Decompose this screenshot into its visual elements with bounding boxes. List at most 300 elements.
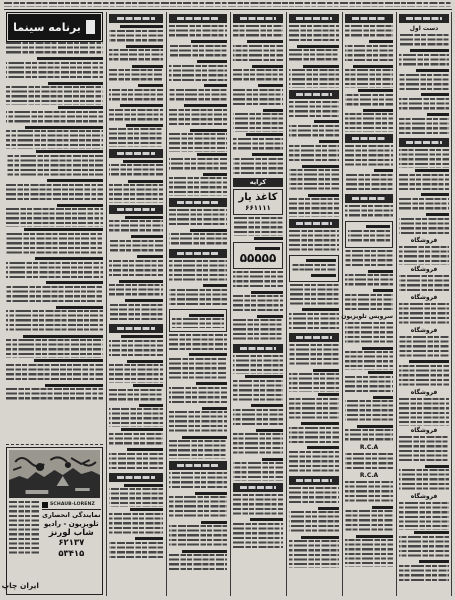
section-heading bbox=[289, 14, 339, 23]
classified-text-block bbox=[169, 158, 227, 172]
classified-text-block bbox=[233, 295, 283, 313]
display-ad-box bbox=[233, 189, 283, 215]
classified-text-block bbox=[233, 523, 283, 551]
classified-text-block bbox=[289, 540, 339, 568]
ad-title bbox=[202, 407, 227, 410]
ad-title bbox=[190, 229, 227, 232]
ad-title: فروشگاه bbox=[410, 237, 438, 245]
ad-title bbox=[197, 60, 227, 63]
classified-text-block bbox=[399, 174, 449, 192]
ad-phone-2: ۵۳۴۱۵ bbox=[58, 548, 85, 559]
ad-title bbox=[124, 484, 163, 487]
ad-title bbox=[204, 84, 227, 87]
classified-text-block bbox=[345, 294, 393, 312]
ad-title: R.C.A bbox=[359, 443, 379, 451]
ad-title bbox=[427, 113, 450, 116]
section-heading-text bbox=[177, 252, 219, 255]
classified-text-block bbox=[233, 494, 283, 517]
ad-title bbox=[357, 425, 393, 428]
classified-text-block bbox=[169, 554, 227, 572]
ad-title bbox=[25, 126, 103, 129]
classified-text-block bbox=[109, 49, 163, 63]
ad-line-brand-persian: شاب لورنز bbox=[48, 528, 94, 539]
classified-text-block bbox=[169, 440, 227, 458]
ad-title bbox=[421, 93, 449, 96]
ad-title bbox=[133, 384, 163, 387]
classified-text-block bbox=[399, 436, 449, 464]
classified-text-block bbox=[233, 319, 283, 342]
classified-text-block bbox=[109, 69, 163, 83]
section-heading-text bbox=[352, 137, 387, 140]
ad-title: R.C.A bbox=[359, 472, 379, 480]
ad-title bbox=[203, 284, 227, 287]
ad-title bbox=[48, 82, 103, 85]
classified-text-block bbox=[109, 542, 163, 560]
ad-title bbox=[119, 280, 163, 283]
ad-title: فروشگاه bbox=[410, 293, 438, 301]
ad-title bbox=[416, 69, 450, 72]
ad-title bbox=[189, 314, 224, 317]
ad-title bbox=[125, 216, 163, 219]
classified-text-block bbox=[109, 164, 163, 178]
ad-title bbox=[190, 129, 227, 132]
ad-title bbox=[58, 106, 103, 109]
ad-title bbox=[368, 371, 393, 374]
classified-text-block bbox=[233, 462, 283, 480]
ad-title bbox=[319, 140, 339, 143]
classified-text-block bbox=[289, 101, 339, 119]
ad-title bbox=[127, 448, 163, 451]
ad-title bbox=[57, 204, 103, 207]
ad-title bbox=[414, 531, 450, 534]
classified-text-block bbox=[172, 318, 224, 327]
ad-title bbox=[303, 65, 340, 68]
ad-title bbox=[358, 89, 393, 92]
section-heading bbox=[233, 178, 283, 187]
classified-text-block bbox=[233, 433, 283, 456]
section-heading bbox=[289, 476, 339, 485]
classified-text-block bbox=[109, 184, 163, 202]
ad-title bbox=[251, 404, 284, 407]
ad-title bbox=[262, 458, 284, 461]
classified-text-block bbox=[169, 133, 227, 151]
ad-title bbox=[301, 536, 340, 539]
classified-text-block bbox=[169, 233, 227, 247]
masthead-title: برنامه سینما bbox=[13, 20, 81, 34]
ad-title bbox=[318, 507, 340, 510]
ad-phone-1: ۶۲۱۳۷ bbox=[58, 538, 85, 549]
display-ad-box bbox=[345, 221, 393, 248]
ad-title bbox=[137, 255, 163, 258]
section-heading bbox=[109, 205, 163, 214]
classified-text-block bbox=[399, 536, 449, 559]
classified-text-block bbox=[6, 339, 103, 357]
classified-text-block bbox=[169, 358, 227, 381]
section-heading bbox=[109, 473, 163, 482]
classified-text-block bbox=[169, 472, 227, 490]
classified-text-block bbox=[6, 130, 103, 148]
section-heading-text bbox=[117, 152, 156, 155]
classified-text-block bbox=[289, 313, 339, 331]
classified-text-block bbox=[169, 411, 227, 434]
ad-title bbox=[139, 404, 163, 407]
classified-text-block bbox=[233, 217, 283, 235]
ad-title bbox=[255, 247, 280, 250]
ad-title bbox=[191, 40, 227, 43]
classified-text-block bbox=[233, 380, 283, 403]
ad-side-column bbox=[1, 500, 39, 590]
ad-title bbox=[366, 225, 390, 228]
ad-title bbox=[196, 382, 227, 385]
ad-title bbox=[306, 259, 336, 262]
classified-text-block bbox=[399, 303, 449, 326]
classified-text-block bbox=[233, 271, 283, 289]
classified-text-block bbox=[345, 274, 393, 288]
section-heading-text bbox=[352, 197, 387, 200]
ad-title bbox=[128, 180, 163, 183]
ad-title bbox=[374, 169, 393, 172]
ad-title: فروشگاه bbox=[410, 493, 438, 501]
classified-text-block bbox=[345, 351, 393, 369]
section-heading-text bbox=[177, 17, 219, 20]
classified-text-block bbox=[345, 205, 393, 219]
classified-text-block bbox=[109, 453, 163, 471]
classified-text-block bbox=[399, 54, 449, 68]
ad-title bbox=[132, 65, 163, 68]
classified-text-block bbox=[109, 284, 163, 298]
ad-title bbox=[252, 65, 283, 68]
classified-text-block bbox=[6, 86, 103, 104]
section-heading-text bbox=[117, 17, 156, 20]
ad-title bbox=[257, 315, 284, 318]
column-3 bbox=[166, 12, 229, 596]
page-header-strip bbox=[4, 2, 452, 10]
ad-title bbox=[368, 270, 393, 273]
section-heading-text bbox=[240, 17, 276, 20]
classified-text-block bbox=[233, 69, 283, 83]
ad-title bbox=[302, 165, 339, 168]
ad-title bbox=[307, 446, 340, 449]
ad-title bbox=[247, 40, 284, 43]
ad-title bbox=[131, 235, 163, 238]
classified-text-block bbox=[289, 427, 339, 445]
classified-text-block bbox=[289, 69, 339, 87]
classified-text-block bbox=[169, 496, 227, 519]
ad-title bbox=[425, 465, 449, 468]
ad-title bbox=[314, 120, 340, 123]
classified-text-block bbox=[399, 149, 449, 167]
display-ad-text: ۶۶۱۱۱۱ bbox=[245, 203, 271, 212]
ad-title bbox=[203, 173, 227, 176]
ad-title bbox=[419, 560, 449, 563]
ad-line-products: تلویزیون - رادیو bbox=[43, 519, 99, 528]
column-6 bbox=[342, 12, 395, 596]
classified-text-block bbox=[109, 433, 163, 447]
display-ad-box bbox=[233, 242, 283, 268]
ad-title bbox=[245, 375, 283, 378]
section-heading bbox=[109, 324, 163, 333]
ad-title bbox=[120, 104, 163, 107]
ad-title bbox=[251, 291, 283, 294]
section-heading-text bbox=[177, 201, 219, 204]
classified-text-block bbox=[6, 155, 103, 178]
classified-text-block bbox=[6, 184, 103, 202]
section-heading-text bbox=[240, 486, 276, 489]
section-heading bbox=[169, 14, 227, 23]
ad-title bbox=[24, 228, 103, 231]
classified-text-block bbox=[399, 246, 449, 264]
classified-text-block bbox=[233, 355, 283, 373]
ad-title bbox=[34, 359, 103, 362]
classified-text-block bbox=[399, 275, 449, 293]
ad-title bbox=[256, 429, 283, 432]
section-heading bbox=[109, 14, 163, 23]
ad-line-agency: نمایندگی انحصاری bbox=[42, 511, 101, 519]
classified-text-block bbox=[289, 169, 339, 192]
classified-text-block bbox=[6, 262, 103, 280]
classified-text-block bbox=[345, 539, 393, 567]
classified-text-block bbox=[399, 74, 449, 92]
ad-title bbox=[369, 40, 393, 43]
section-heading-text bbox=[117, 208, 156, 211]
ad-title bbox=[254, 237, 283, 240]
section-heading-text bbox=[406, 141, 442, 144]
cinema-listings bbox=[6, 42, 103, 442]
display-ad-text: ۵۵۵۵۵ bbox=[239, 251, 277, 266]
classified-text-block bbox=[289, 511, 339, 534]
classified-text-block bbox=[399, 218, 449, 236]
ad-title bbox=[258, 84, 284, 87]
section-heading bbox=[109, 149, 163, 158]
section-heading bbox=[289, 219, 339, 228]
section-heading-text: کرایه bbox=[249, 178, 267, 187]
ad-title bbox=[353, 65, 393, 68]
classified-text-block bbox=[289, 398, 339, 421]
classified-text-block bbox=[6, 111, 103, 125]
section-heading bbox=[233, 14, 283, 23]
printer-credit: ایران چاپ bbox=[1, 581, 39, 590]
display-ad-box bbox=[289, 255, 339, 282]
classified-text-block bbox=[289, 198, 339, 216]
ad-title bbox=[263, 109, 283, 112]
classified-text-block bbox=[109, 89, 163, 103]
ad-title bbox=[189, 353, 227, 356]
section-heading bbox=[345, 14, 393, 23]
section-heading bbox=[345, 134, 393, 143]
classified-text-block bbox=[169, 25, 227, 39]
display-ad-box bbox=[169, 309, 227, 331]
classified-text-block bbox=[345, 376, 393, 394]
section-heading-text bbox=[296, 17, 332, 20]
classified-text-block bbox=[6, 364, 103, 382]
classified-text-block bbox=[345, 45, 393, 63]
classified-text-block bbox=[169, 65, 227, 83]
classified-text-block bbox=[6, 286, 103, 304]
ad-title bbox=[246, 133, 283, 136]
classified-text-block bbox=[399, 118, 449, 136]
classified-text-block bbox=[399, 398, 449, 426]
classified-text-block bbox=[399, 469, 449, 492]
ad-title: فروشگاه bbox=[410, 426, 438, 434]
schaub-lorenz-display-ad bbox=[1, 447, 103, 595]
section-heading-text bbox=[352, 17, 387, 20]
column-7 bbox=[396, 12, 452, 596]
ad-title bbox=[35, 257, 103, 260]
section-heading bbox=[169, 198, 227, 207]
column-cinema bbox=[1, 12, 105, 596]
classified-text-block bbox=[289, 487, 339, 505]
classified-text-block bbox=[169, 260, 227, 283]
classified-text-block bbox=[169, 289, 227, 307]
ad-title bbox=[318, 393, 339, 396]
section-heading bbox=[399, 138, 449, 147]
ad-title bbox=[121, 335, 163, 338]
ad-title bbox=[37, 57, 103, 60]
ad-title bbox=[47, 179, 103, 182]
classified-text-block bbox=[399, 565, 449, 583]
classified-text-block bbox=[345, 69, 393, 87]
classified-text-block bbox=[6, 233, 103, 256]
display-ad-text: کاغذ یار bbox=[238, 191, 278, 203]
ad-title bbox=[125, 299, 163, 302]
classified-text-block bbox=[169, 387, 227, 405]
masthead-ornament-icon bbox=[85, 19, 96, 35]
classified-text-block bbox=[399, 365, 449, 388]
classified-text-block bbox=[348, 230, 390, 244]
section-heading-text bbox=[296, 222, 332, 225]
classified-text-block bbox=[109, 30, 163, 44]
classified-text-block bbox=[109, 128, 163, 146]
ad-title bbox=[426, 213, 449, 216]
classified-text-block bbox=[289, 451, 339, 474]
classified-text-block bbox=[233, 158, 283, 176]
ad-title bbox=[184, 104, 227, 107]
classified-text-block bbox=[289, 25, 339, 43]
ad-title bbox=[182, 550, 227, 553]
ad-title bbox=[301, 422, 339, 425]
section-heading-text bbox=[117, 327, 156, 330]
ad-title bbox=[126, 45, 163, 48]
classified-text-block bbox=[169, 89, 227, 103]
brand-name: SCHAUB-LORENZ bbox=[50, 502, 95, 507]
classified-text-block bbox=[6, 310, 103, 333]
ad-main-text bbox=[42, 500, 101, 590]
ad-title bbox=[373, 289, 393, 292]
ad-title bbox=[311, 274, 336, 277]
section-heading bbox=[399, 14, 449, 23]
ad-title bbox=[130, 508, 163, 511]
ad-title bbox=[421, 193, 450, 196]
classified-text-block bbox=[109, 240, 163, 254]
ad-title: فروشگاه bbox=[410, 388, 438, 396]
classified-text-block bbox=[289, 344, 339, 367]
classified-text-block bbox=[169, 45, 227, 59]
classified-text-block bbox=[169, 209, 227, 227]
ad-title bbox=[409, 360, 450, 363]
classified-text-block bbox=[109, 340, 163, 358]
column-divider bbox=[6, 444, 103, 445]
ad-title bbox=[195, 492, 227, 495]
ad-title bbox=[363, 109, 393, 112]
ad-title bbox=[45, 384, 103, 387]
classified-text-block bbox=[233, 138, 283, 152]
ad-title bbox=[250, 518, 283, 521]
classified-text-block bbox=[292, 264, 336, 273]
classified-text-block bbox=[289, 125, 339, 139]
ad-title bbox=[135, 537, 163, 540]
ad-title bbox=[302, 308, 340, 311]
ad-title bbox=[46, 281, 103, 284]
ad-title bbox=[56, 306, 103, 309]
ad-title: فروشگاه bbox=[410, 326, 438, 334]
section-heading-text bbox=[296, 93, 332, 96]
ad-title bbox=[127, 360, 163, 363]
classified-text-block bbox=[109, 389, 163, 403]
cinema-program-masthead bbox=[8, 14, 101, 40]
section-heading bbox=[233, 344, 283, 353]
ad-title bbox=[120, 25, 163, 28]
classified-text-block bbox=[109, 109, 163, 123]
classified-text-block bbox=[6, 42, 103, 56]
classified-text-block bbox=[109, 488, 163, 506]
classified-text-block bbox=[345, 250, 393, 268]
ad-title bbox=[362, 347, 393, 350]
classified-text-block bbox=[6, 388, 103, 402]
classified-text-block bbox=[399, 198, 449, 212]
classified-text-block bbox=[169, 177, 227, 195]
classified-text-block bbox=[345, 113, 393, 131]
ad-title bbox=[121, 428, 163, 431]
classified-text-block bbox=[345, 25, 393, 39]
column-2 bbox=[106, 12, 165, 596]
ad-title bbox=[297, 45, 339, 48]
section-heading-text bbox=[296, 479, 332, 482]
column-5 bbox=[286, 12, 341, 596]
classified-text-block bbox=[345, 481, 393, 504]
classified-text-block bbox=[345, 174, 393, 192]
classified-text-block bbox=[289, 49, 339, 63]
section-heading-text bbox=[177, 464, 219, 467]
section-heading bbox=[169, 461, 227, 470]
classified-text-block bbox=[233, 89, 283, 107]
classified-text-block bbox=[233, 113, 283, 131]
classified-text-block bbox=[109, 220, 163, 234]
ad-title: دست اول bbox=[409, 25, 439, 32]
ad-title bbox=[410, 49, 449, 52]
section-heading-text bbox=[240, 347, 276, 350]
classified-text-block bbox=[6, 62, 103, 80]
ad-title: فروشگاه bbox=[410, 265, 438, 273]
classified-text-block bbox=[289, 145, 339, 163]
brand-logo-row bbox=[42, 500, 101, 510]
ad-illustration bbox=[9, 450, 100, 498]
classified-text-block bbox=[109, 408, 163, 426]
ad-body bbox=[1, 500, 101, 590]
ad-title bbox=[201, 521, 227, 524]
ad-title bbox=[126, 124, 163, 127]
classified-text-block bbox=[345, 510, 393, 533]
section-heading bbox=[289, 90, 339, 99]
classified-text-block bbox=[233, 25, 283, 39]
ad-title: سرویس تلویزیون bbox=[341, 313, 393, 321]
classified-text-block bbox=[289, 230, 339, 253]
section-heading bbox=[169, 249, 227, 258]
classified-text-block bbox=[6, 208, 103, 226]
classified-text-block bbox=[399, 34, 449, 48]
ad-title bbox=[415, 169, 449, 172]
section-heading-text bbox=[117, 476, 156, 479]
section-heading bbox=[233, 483, 283, 492]
